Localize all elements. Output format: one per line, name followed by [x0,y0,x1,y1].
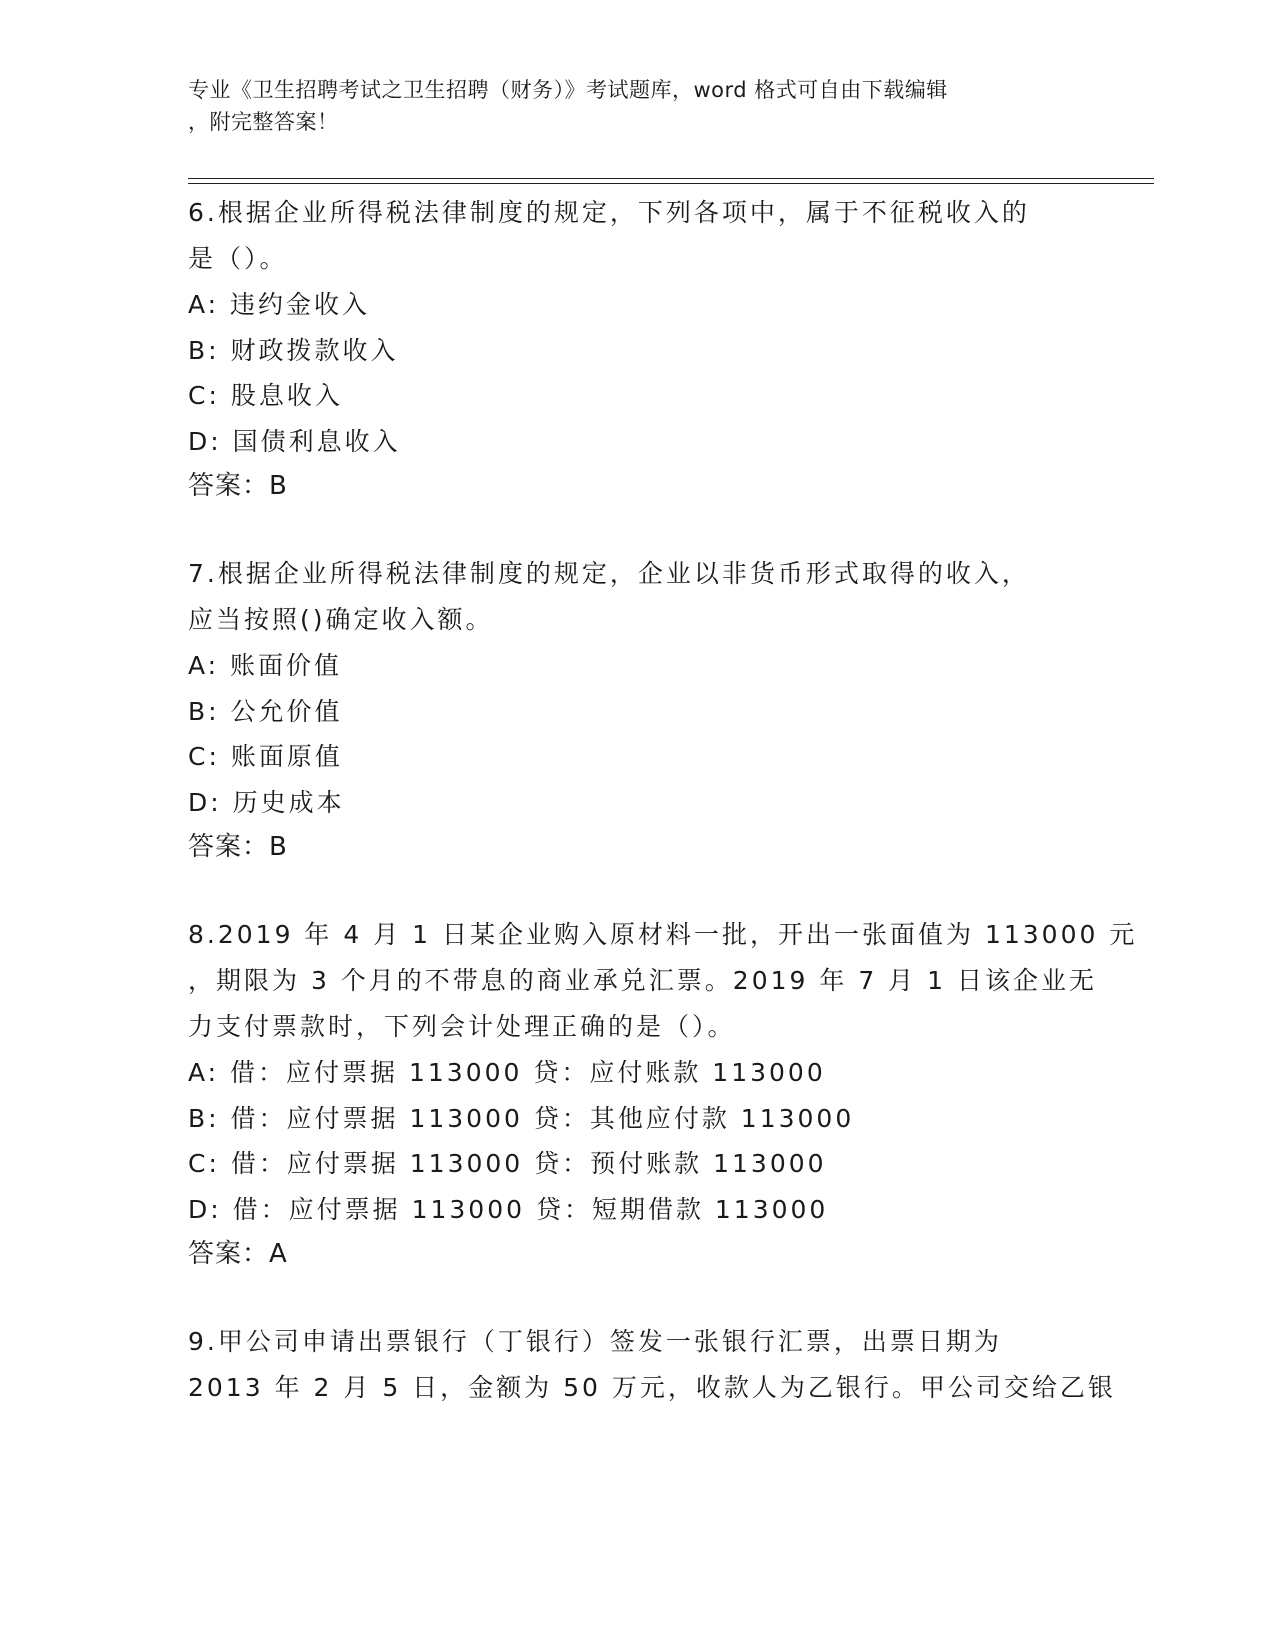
option-a: A: 借：应付票据 113000 贷：应付账款 113000 [188,1058,826,1087]
question-stem: 2013 年 2 月 5 日，金额为 50 万元，收款人为乙银行。甲公司交给乙银 [188,1373,1116,1402]
option-c: C: 股息收入 [188,381,343,410]
header-line-1: 专业《卫生招聘考试之卫生招聘（财务）》考试题库，word 格式可自由下载编辑 [188,78,948,102]
question-stem: 6.根据企业所得税法律制度的规定，下列各项中，属于不征税收入的 [188,198,1030,227]
option-d: D: 历史成本 [188,787,345,817]
document-header [188,74,1088,138]
answer: 答案：B [188,471,288,501]
question-9 [188,1319,1116,1411]
answer: 答案：A [188,1239,288,1269]
question-stem: ，期限为 3 个月的不带息的商业承兑汇票。2019 年 7 月 1 日该企业无 [188,966,1097,995]
header-divider-top [188,178,1154,179]
option-b: B: 公允价值 [188,696,343,726]
question-7 [188,551,1088,870]
option-d: D: 借：应付票据 113000 贷：短期借款 113000 [188,1194,829,1224]
question-stem: 力支付票款时，下列会计处理正确的是（）。 [188,1012,736,1041]
question-stem: 9.甲公司申请出票银行（丁银行）签发一张银行汇票，出票日期为 [188,1327,1002,1356]
option-c: C: 借：应付票据 113000 贷：预付账款 113000 [188,1149,827,1178]
header-divider-bottom [188,183,1154,184]
answer: 答案：B [188,832,288,862]
option-b: B: 财政拨款收入 [188,335,399,365]
option-c: C: 账面原值 [188,742,343,771]
question-8 [188,912,1138,1277]
question-6 [188,190,1088,509]
question-stem: 应当按照()确定收入额。 [188,605,494,634]
option-a: A: 账面价值 [188,651,343,680]
question-stem: 8.2019 年 4 月 1 日某企业购入原材料一批，开出一张面值为 113000 元 [188,920,1138,949]
question-stem: 是（）。 [188,244,288,273]
header-line-2: ，附完整答案！ [188,110,339,134]
question-stem: 7.根据企业所得税法律制度的规定，企业以非货币形式取得的收入， [188,559,1030,588]
option-d: D: 国债利息收入 [188,426,401,456]
option-b: B: 借：应付票据 113000 贷：其他应付款 113000 [188,1103,855,1133]
question-list [188,190,1138,1453]
option-a: A: 违约金收入 [188,290,371,319]
